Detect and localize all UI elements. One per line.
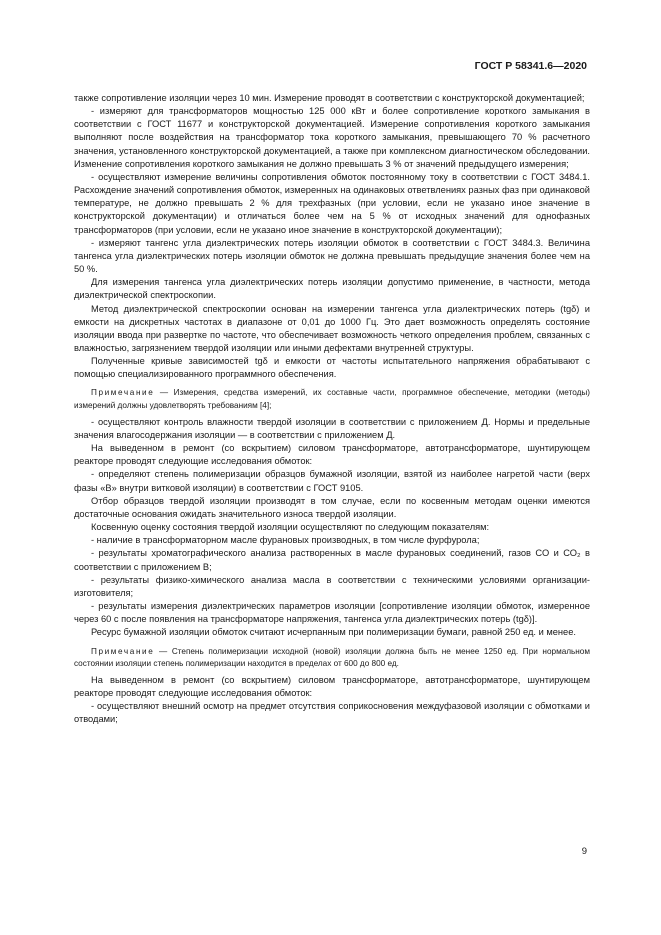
note-2	[74, 646, 590, 670]
paragraph: - наличие в трансформаторном масле фурановых производных, в том числе фурфурола;	[91, 535, 480, 546]
note-text: — Степень полимеризации исходной (новой) изоляции должна быть не менее 1250 ед. При нормальном состоянии изоляции степень полимеризации находится в пределах от 600 до 800 ед.	[74, 646, 590, 668]
text-block-3	[74, 674, 590, 727]
note-label: Примечание	[91, 646, 155, 656]
paragraph: - результаты хроматографического анализа растворенных в масле фурановых соединений, газов СО и СО₂ в соответствии с приложением В;	[74, 548, 590, 572]
page-number: 9	[581, 846, 587, 857]
paragraph: Ресурс бумажной изоляции обмоток считают исчерпанным при полимеризации бумаги, равной 250 ед. и менее.	[91, 627, 576, 638]
paragraph: - определяют степень полимеризации образцов бумажной изоляции, взятой из наиболее нагретой части (верх фазы «В» внутри витковой изоляции) в соответствии с ГОСТ 9105.	[74, 469, 590, 493]
paragraph: На выведенном в ремонт (со вскрытием) силовом трансформаторе, автотрансформаторе, шунтирующем реакторе проводят следующие исследования обмоток:	[74, 443, 590, 467]
document-code: ГОСТ Р 58341.6—2020	[474, 60, 587, 72]
paragraph: - измеряют тангенс угла диэлектрических потерь изоляции обмоток в соответствии с ГОСТ 3484.3. Величина тангенса угла диэлектрических потерь изоляции обмоток не должна превышать предыдущие значения более чем на 50 %.	[74, 237, 590, 275]
page-body	[74, 92, 590, 727]
paragraph: На выведенном в ремонт (со вскрытием) силовом трансформаторе, автотрансформаторе, шунтирующем реакторе проводят следующие исследования обмоток:	[74, 674, 590, 699]
paragraph: - измеряют для трансформаторов мощностью 125 000 кВт и более сопротивление короткого замыкания в соответствии с ГОСТ 11677 и конструкторской документацией. Измерение сопротивления короткого замыкания выполняют после воздействия на трансформатор тока короткого замыкания, превышающего 70 % расчетного значения, установленного конструкторской документацией, а также при комплексном диагностическом обследовании. Изменение сопротивления короткого замыкания не должно превышать 3 % от значений предыдущего измерения;	[74, 106, 590, 169]
paragraph: - осуществляют внешний осмотр на предмет отсутствия соприкосновения междуфазовой изоляции с обмотками и отводами;	[74, 701, 590, 725]
note-1	[74, 387, 590, 411]
paragraph: Отбор образцов твердой изоляции производят в том случае, если по косвенным методам оценки имеются достаточные основания ожидать значительного износа твердой изоляции.	[74, 495, 590, 519]
text-block-2	[74, 416, 590, 640]
note-text: — Измерения, средства измерений, их составные части, программное обеспечение, методики (методы) измерений должны удовлетворять требованиям [4];	[74, 388, 590, 410]
paragraph: - осуществляют измерение величины сопротивления обмоток постоянному току в соответствии с ГОСТ 3484.1. Расхождение значений сопротивления обмоток, измеренных на одинаковых ответвлениях разных фаз при одинаковой температуре, не должно превышать 2 % для трехфазных (при условии, если не указано иное значение в конструкторской документации) и отличаться более чем на 5 % от исходных значений для однофазных трансформаторов (при условии, если не указано иное значение в конструкторской документации);	[74, 171, 590, 235]
paragraph: Для измерения тангенса угла диэлектрических потерь изоляции допустимо применение, в частности, метода диэлектрической спектроскопии.	[74, 277, 590, 301]
note-label: Примечание	[91, 388, 155, 398]
paragraph: Полученные кривые зависимостей tgδ и емкости от частоты испытательного напряжения обрабатывают с помощью специализированного программного обеспечения.	[74, 356, 590, 380]
paragraph: - результаты физико-химического анализа масла в соответствии с техническими условиями организации-изготовителя;	[74, 574, 590, 598]
paragraph: - осуществляют контроль влажности твердой изоляции в соответствии с приложением Д. Нормы и предельные значения влагосодержания изоляции — в соответствии с приложением Д.	[74, 416, 590, 440]
paragraph: - результаты измерения диэлектрических параметров изоляции [сопротивление изоляции обмоток, измеренное через 60 с после появления на трансформаторе напряжения, тангенса угла диэлектрических потерь (tgδ)].	[74, 601, 590, 625]
paragraph: Косвенную оценку состояния твердой изоляции осуществляют по следующим показателям:	[91, 522, 490, 533]
paragraph: Метод диэлектрической спектроскопии основан на измерении тангенса угла диэлектрических потерь (tgδ) и емкости на дискретных частотах в диапазоне от 0,01 до 1000 Гц. Это дает возможность определять состояние изоляции ввода при развертке по частоте, что обеспечивает возможность четкого определения проблем, связанных с влажностью, загрязнением твердой изоляции или иными дефектами внутренней структуры.	[74, 303, 590, 353]
text-block-1	[74, 92, 590, 381]
paragraph: также сопротивление изоляции через 10 мин. Измерение проводят в соответствии с конструкторской документацией;	[74, 93, 585, 103]
